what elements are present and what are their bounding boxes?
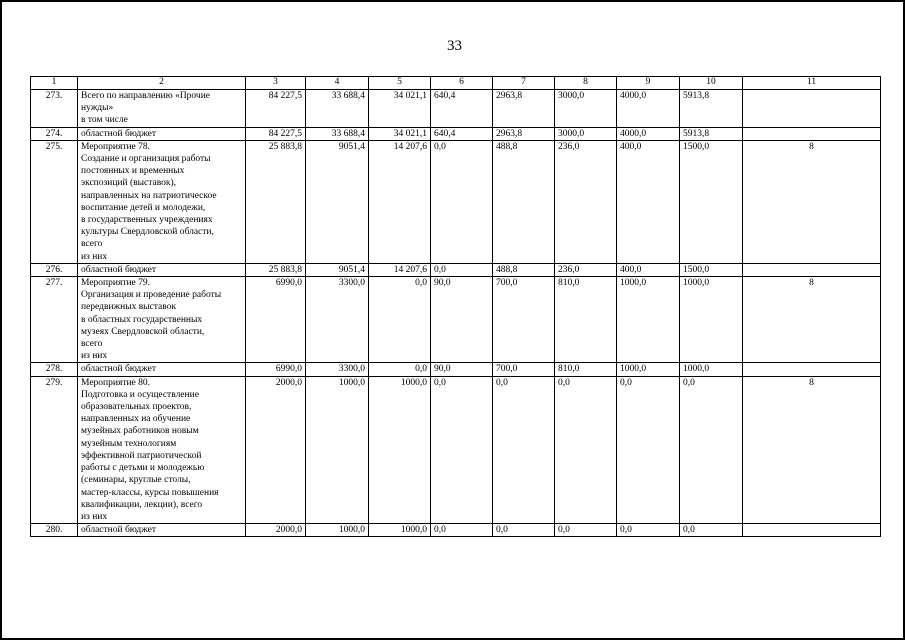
row-number: 277. [31,277,78,363]
value-cell-col-3: 25 883,8 [246,263,306,276]
row-number: 279. [31,376,78,523]
row-description: Мероприятие 80. Подготовка и осуществление образовательных проектов, направленных на обучение музейных работников новым музейным технологиям эффективной патриотической работы с детьми и молодежью (семинары, круглые столы, мастер-классы, курсы повышения квалификации, лекции), всего из них [78,376,246,523]
value-cell-col-9: 1000,0 [617,363,680,376]
column-header-9: 9 [617,77,680,90]
table-row [31,263,881,276]
value-cell-col-7: 2963,8 [493,127,555,140]
value-cell-col-10: 1500,0 [680,263,743,276]
value-cell-col-4: 9051,4 [306,140,369,263]
value-cell-col-6: 640,4 [431,127,493,140]
value-cell-col-3: 6990,0 [246,277,306,363]
table-row [31,90,881,128]
table-row [31,127,881,140]
value-cell-col-7: 700,0 [493,277,555,363]
value-cell-col-4: 9051,4 [306,263,369,276]
value-cell-col-8: 236,0 [555,263,617,276]
value-cell-col-5: 0,0 [369,277,431,363]
value-cell-col-9: 400,0 [617,263,680,276]
value-cell-col-8: 0,0 [555,524,617,537]
value-cell-col-3: 2000,0 [246,524,306,537]
column-header-8: 8 [555,77,617,90]
column-header-3: 3 [246,77,306,90]
budget-table [30,76,881,537]
value-cell-col-4: 3300,0 [306,277,369,363]
value-cell-col-3: 2000,0 [246,376,306,523]
value-cell-col-7: 488,8 [493,140,555,263]
row-description: Мероприятие 79. Организация и проведение работы передвижных выставок в областных государственных музеях Свердловской области, всего из них [78,277,246,363]
value-cell-col-9: 1000,0 [617,277,680,363]
row-number: 276. [31,263,78,276]
value-cell-col-7: 700,0 [493,363,555,376]
value-cell-col-9: 0,0 [617,524,680,537]
value-cell-col-11: 8 [743,277,881,363]
column-header-6: 6 [431,77,493,90]
value-cell-col-10: 0,0 [680,524,743,537]
value-cell-col-5: 0,0 [369,363,431,376]
row-number: 274. [31,127,78,140]
row-description: Всего по направлению «Прочие нужды» в том числе [78,90,246,128]
column-header-10: 10 [680,77,743,90]
value-cell-col-5: 34 021,1 [369,127,431,140]
column-header-4: 4 [306,77,369,90]
value-cell-col-3: 25 883,8 [246,140,306,263]
value-cell-col-8: 3000,0 [555,90,617,128]
page-number: 33 [447,38,462,54]
value-cell-col-10: 1000,0 [680,363,743,376]
value-cell-col-10: 0,0 [680,376,743,523]
table-row [31,277,881,363]
table-row [31,376,881,523]
value-cell-col-6: 90,0 [431,363,493,376]
value-cell-col-10: 1500,0 [680,140,743,263]
value-cell-col-4: 1000,0 [306,376,369,523]
value-cell-col-6: 0,0 [431,140,493,263]
value-cell-col-5: 14 207,6 [369,263,431,276]
value-cell-col-5: 1000,0 [369,524,431,537]
value-cell-col-6: 0,0 [431,524,493,537]
table-row [31,363,881,376]
row-description: Мероприятие 78. Создание и организация работы постоянных и временных экспозиций (выставок), направленных на патриотическое воспитание детей и молодежи, в государственных учреждениях культуры Свердловской области, всего из них [78,140,246,263]
column-header-2: 2 [78,77,246,90]
value-cell-col-9: 4000,0 [617,127,680,140]
row-number: 273. [31,90,78,128]
table-header-row [31,77,881,90]
row-description: областной бюджет [78,127,246,140]
row-number: 278. [31,363,78,376]
row-description: областной бюджет [78,263,246,276]
value-cell-col-3: 6990,0 [246,363,306,376]
table-body [31,90,881,537]
value-cell-col-11: 8 [743,140,881,263]
value-cell-col-3: 84 227,5 [246,127,306,140]
value-cell-col-7: 0,0 [493,524,555,537]
value-cell-col-10: 5913,8 [680,90,743,128]
value-cell-col-11 [743,363,881,376]
value-cell-col-8: 810,0 [555,363,617,376]
value-cell-col-4: 33 688,4 [306,90,369,128]
row-description: областной бюджет [78,524,246,537]
row-number: 280. [31,524,78,537]
value-cell-col-9: 400,0 [617,140,680,263]
value-cell-col-11 [743,263,881,276]
value-cell-col-6: 640,4 [431,90,493,128]
value-cell-col-4: 33 688,4 [306,127,369,140]
value-cell-col-10: 5913,8 [680,127,743,140]
value-cell-col-8: 236,0 [555,140,617,263]
value-cell-col-6: 90,0 [431,277,493,363]
row-description: областной бюджет [78,363,246,376]
value-cell-col-5: 1000,0 [369,376,431,523]
value-cell-col-7: 488,8 [493,263,555,276]
value-cell-col-5: 14 207,6 [369,140,431,263]
column-header-7: 7 [493,77,555,90]
value-cell-col-10: 1000,0 [680,277,743,363]
column-header-1: 1 [31,77,78,90]
column-header-11: 11 [743,77,881,90]
row-number: 275. [31,140,78,263]
value-cell-col-4: 1000,0 [306,524,369,537]
value-cell-col-11 [743,90,881,128]
value-cell-col-11 [743,524,881,537]
value-cell-col-6: 0,0 [431,263,493,276]
column-header-5: 5 [369,77,431,90]
value-cell-col-7: 2963,8 [493,90,555,128]
table-row [31,524,881,537]
value-cell-col-5: 34 021,1 [369,90,431,128]
value-cell-col-3: 84 227,5 [246,90,306,128]
value-cell-col-8: 0,0 [555,376,617,523]
value-cell-col-7: 0,0 [493,376,555,523]
value-cell-col-8: 810,0 [555,277,617,363]
value-cell-col-11 [743,127,881,140]
value-cell-col-8: 3000,0 [555,127,617,140]
value-cell-col-9: 0,0 [617,376,680,523]
value-cell-col-4: 3300,0 [306,363,369,376]
value-cell-col-9: 4000,0 [617,90,680,128]
table-row [31,140,881,263]
value-cell-col-6: 0,0 [431,376,493,523]
value-cell-col-11: 8 [743,376,881,523]
